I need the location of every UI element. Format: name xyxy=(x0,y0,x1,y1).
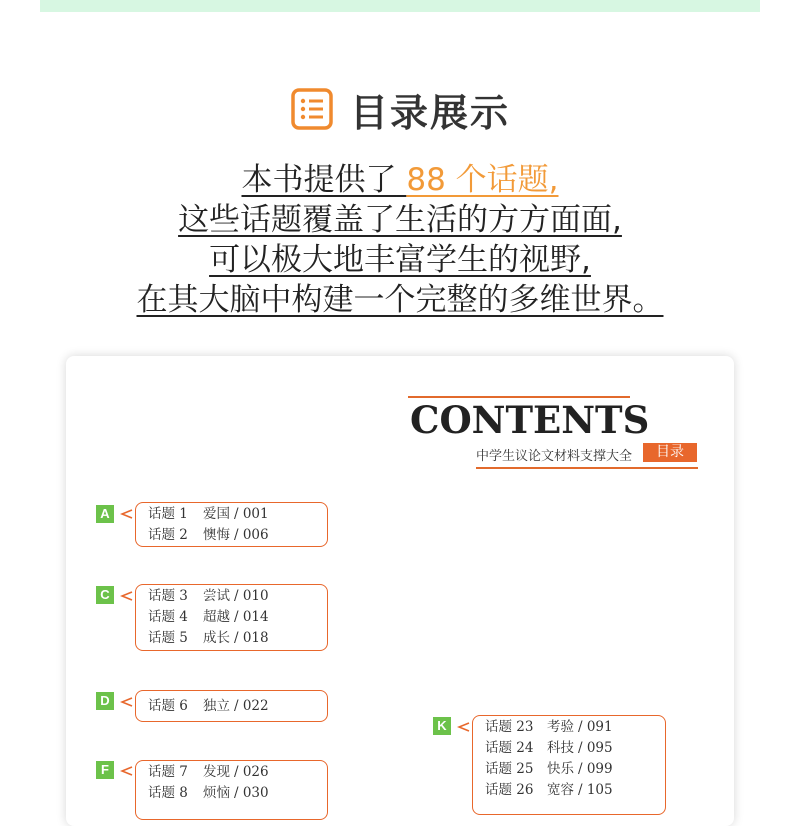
topic-row[interactable] xyxy=(485,738,665,759)
topic-page: / 010 xyxy=(234,588,269,604)
topic-name: 尝试 xyxy=(203,588,230,604)
topic-label: 话题 23 xyxy=(485,719,534,735)
topic-group-a xyxy=(135,502,328,547)
topic-page: / 030 xyxy=(234,785,269,801)
contents-subtitle: 中学生议论文材料支撑大全 xyxy=(476,449,633,464)
letter-tag-k: K xyxy=(433,717,451,735)
topic-row[interactable] xyxy=(148,504,327,525)
page-title: 目录展示 xyxy=(349,90,510,135)
intro-line-2-text: 这些话题覆盖了生活的方方面面, xyxy=(178,202,622,238)
list-icon xyxy=(290,87,334,131)
intro-line-3-text: 可以极大地丰富学生的视野, xyxy=(209,242,591,278)
topic-row[interactable] xyxy=(148,628,327,649)
topic-name: 快乐 xyxy=(547,761,574,777)
topic-page: / 105 xyxy=(578,782,613,798)
topic-row[interactable] xyxy=(148,607,327,628)
contents-badge: 目录 xyxy=(643,443,697,462)
topic-count-highlight: 88 个话题, xyxy=(406,162,559,198)
topic-page: / 001 xyxy=(234,506,269,522)
topic-label: 话题 6 xyxy=(148,698,188,714)
intro-line-2 xyxy=(0,200,800,240)
bracket-arrow-k xyxy=(457,722,471,732)
letter-tag-c: C xyxy=(96,586,114,604)
topic-label: 话题 8 xyxy=(148,785,188,801)
topic-label: 话题 2 xyxy=(148,527,188,543)
topic-row[interactable] xyxy=(148,692,327,720)
topic-group-f xyxy=(135,760,328,820)
topic-label: 话题 5 xyxy=(148,630,188,646)
topic-page: / 014 xyxy=(234,609,269,625)
letter-tag-f: F xyxy=(96,761,114,779)
topic-name: 独立 xyxy=(203,698,230,714)
topic-page: / 026 xyxy=(234,764,269,780)
contents-title: CONTENTS xyxy=(410,398,650,442)
topic-row[interactable] xyxy=(485,759,665,780)
top-band xyxy=(40,0,760,12)
letter-tag-d: D xyxy=(96,692,114,710)
intro-line-1-text: 本书提供了 xyxy=(241,162,397,198)
topic-label: 话题 24 xyxy=(485,740,534,756)
topic-name: 科技 xyxy=(547,740,574,756)
topic-row[interactable] xyxy=(148,586,327,607)
topic-page: / 095 xyxy=(578,740,613,756)
bracket-arrow-a xyxy=(120,509,134,519)
intro-text xyxy=(0,160,800,320)
bracket-arrow-d xyxy=(120,697,134,707)
topic-row[interactable] xyxy=(148,783,327,804)
topic-label: 话题 1 xyxy=(148,506,188,522)
topic-label: 话题 25 xyxy=(485,761,534,777)
topic-name: 宽容 xyxy=(547,782,574,798)
topic-name: 发现 xyxy=(203,764,230,780)
bracket-arrow-f xyxy=(120,766,134,776)
letter-tag-a: A xyxy=(96,505,114,523)
topic-name: 成长 xyxy=(203,630,230,646)
topic-page: / 022 xyxy=(234,698,269,714)
topic-name: 考验 xyxy=(547,719,574,735)
topic-page: / 018 xyxy=(234,630,269,646)
bracket-arrow-c xyxy=(120,591,134,601)
topic-name: 懊悔 xyxy=(203,527,230,543)
topic-row[interactable] xyxy=(148,762,327,783)
topic-page: / 091 xyxy=(578,719,613,735)
topic-page: / 099 xyxy=(578,761,613,777)
section-heading xyxy=(0,84,800,134)
topic-name: 爱国 xyxy=(203,506,230,522)
topic-row[interactable] xyxy=(485,717,665,738)
topic-group-d xyxy=(135,690,328,722)
topic-name: 烦恼 xyxy=(203,785,230,801)
intro-line-4-text: 在其大脑中构建一个完整的多维世界。 xyxy=(136,282,664,318)
topic-label: 话题 4 xyxy=(148,609,188,625)
topic-row[interactable] xyxy=(485,780,665,801)
intro-line-3 xyxy=(0,240,800,280)
topic-label: 话题 26 xyxy=(485,782,534,798)
topic-label: 话题 3 xyxy=(148,588,188,604)
topic-name: 超越 xyxy=(203,609,230,625)
topic-group-k xyxy=(472,715,666,815)
topic-page: / 006 xyxy=(234,527,269,543)
topic-group-c xyxy=(135,584,328,651)
topic-row[interactable] xyxy=(148,525,327,546)
topic-label: 话题 7 xyxy=(148,764,188,780)
intro-line-4 xyxy=(0,280,800,320)
intro-line-1 xyxy=(0,160,800,200)
contents-bottom-rule xyxy=(476,467,698,469)
